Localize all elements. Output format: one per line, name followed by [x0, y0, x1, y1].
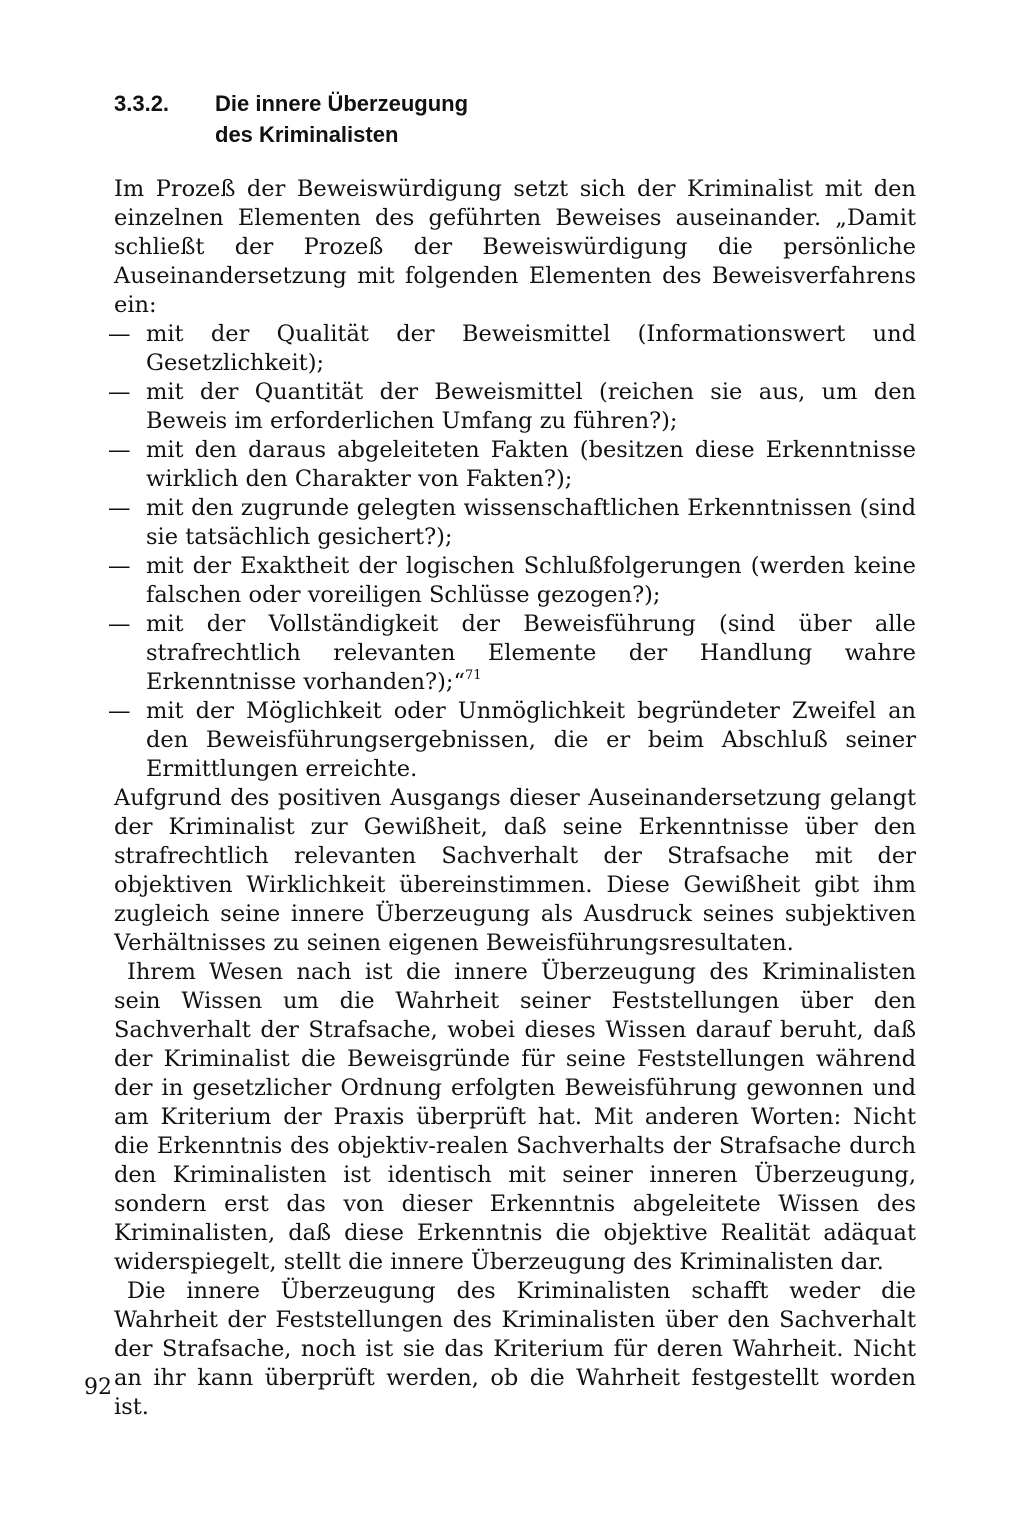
list-item-text: mit der Vollständigkeit der Beweisführung (sind über alle strafrechtlich relevanten Elemente der Handlung wahre Erkenntnisse vorhanden?);“ — [146, 611, 916, 695]
list-item — [108, 697, 916, 784]
section-number: 3.3.2. — [114, 91, 170, 116]
dash-marker: — — [108, 611, 131, 637]
list-item-text: mit den daraus abgeleiteten Fakten (besitzen diese Erkenntnisse wirklich den Charakter von Fakten?); — [146, 437, 916, 492]
list-item — [108, 436, 916, 494]
list-item-text: mit der Quantität der Beweismittel (reichen sie aus, um den Beweis im erforderlichen Umfang zu führen?); — [146, 379, 916, 434]
list-item — [108, 494, 916, 552]
dash-marker: — — [108, 321, 131, 347]
dash-marker: — — [108, 437, 131, 463]
paragraph-certainty: Aufgrund des positiven Ausgangs dieser Auseinandersetzung gelangt der Kriminalist zur Gewißheit, daß seine Erkenntnisse über den strafrechtlich relevanten Sachverhalt der Strafsache mit der objektiven Wirklichkeit übereinstimmen. Diese Gewißheit gibt ihm zugleich seine innere Überzeugung als Ausdruck seines subjektiven Verhältnisses zu seinen eigenen Beweisführungsresultaten. — [114, 785, 916, 956]
page-number: 92 — [84, 1375, 112, 1400]
list-item — [108, 378, 916, 436]
intro-paragraph: Im Prozeß der Beweiswürdigung setzt sich der Kriminalist mit den einzelnen Elementen des geführten Beweises auseinander. „Damit schließt der Prozeß der Beweiswürdigung die persönliche Auseinandersetzung mit folgenden Elementen des Beweisverfahrens ein: — [114, 176, 916, 318]
list-item — [108, 320, 916, 378]
dash-marker: — — [108, 379, 131, 405]
list-item-text: mit der Möglichkeit oder Unmöglichkeit begründeter Zweifel an den Beweisführungsergebnissen, die er beim Abschluß seiner Ermittlungen erreichte. — [146, 698, 916, 782]
footnote-marker: 71 — [464, 667, 482, 683]
paragraph-criterion: Die innere Überzeugung des Kriminalisten schafft weder die Wahrheit der Feststellungen des Kriminalisten über den Sachverhalt der Strafsache, noch ist sie das Kriterium für deren Wahrheit. Nicht an ihr kann überprüft werden, ob die Wahrheit festgestellt worden ist. — [114, 1278, 916, 1420]
list-item — [108, 610, 916, 697]
body-text — [108, 175, 916, 1422]
section-title-line-2: des Kriminalisten — [215, 122, 399, 147]
paragraph-essence: Ihrem Wesen nach ist die innere Überzeugung des Kriminalisten sein Wissen um die Wahrheit seiner Feststellungen über den Sachverhalt der Strafsache, wobei dieses Wissen darauf beruht, daß der Kriminalist die Beweisgründe für seine Feststellungen während der in gesetzlicher Ordnung erfolgten Beweisführung gewonnen und am Kriterium der Praxis überprüft hat. Mit anderen Worten: Nicht die Erkenntnis des objektiv-realen Sachverhalts der Strafsache durch den Kriminalisten ist identisch mit seiner inneren Überzeugung, sondern erst das von dieser Erkenntnis abgeleitete Wissen des Kriminalisten, daß diese Erkenntnis die objektive Realität adäquat widerspiegelt, stellt die innere Überzeugung des Kriminalisten dar. — [114, 959, 916, 1275]
section-title-line-1: Die innere Überzeugung — [215, 91, 469, 116]
list-item-text: mit den zugrunde gelegten wissenschaftlichen Erkenntnissen (sind sie tatsächlich gesichert?); — [146, 495, 916, 550]
dash-marker: — — [108, 495, 131, 521]
list-item — [108, 552, 916, 610]
section-title — [215, 88, 615, 150]
list-item-text: mit der Qualität der Beweismittel (Informationswert und Gesetzlichkeit); — [146, 321, 916, 376]
dash-marker: — — [108, 698, 131, 724]
list-item-text: mit der Exaktheit der logischen Schlußfolgerungen (werden keine falschen oder voreiligen Schlüsse gezogen?); — [146, 553, 916, 608]
dash-marker: — — [108, 553, 131, 579]
evidence-elements-list — [108, 320, 916, 784]
